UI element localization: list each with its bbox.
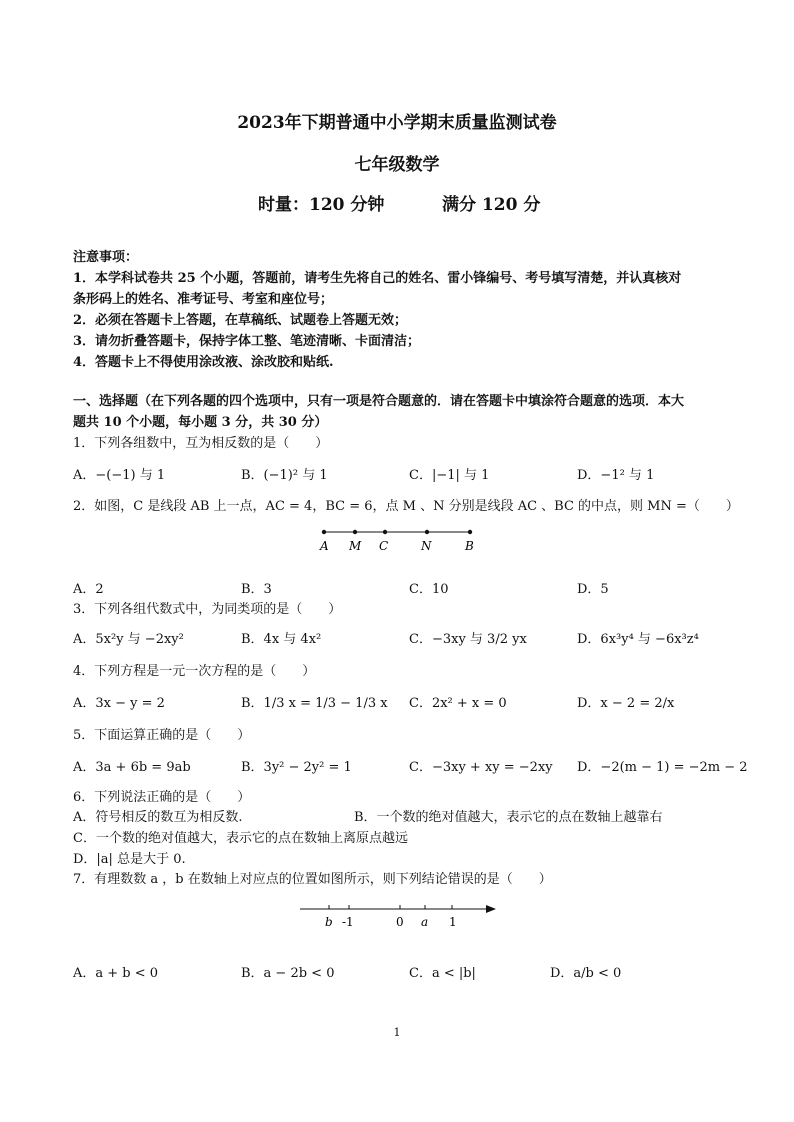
q1-option-a: A．−(−1) 与 1: [73, 468, 166, 483]
section-heading: 一、选择题（在下列各题的四个选项中，只有一项是符合题意的．请在答题卡中填涂符合题意的选项．本大: [73, 394, 685, 409]
exam-title: 2023年下期普通中小学期末质量监测试卷: [237, 113, 557, 133]
q4-stem: 4．下列方程是一元一次方程的是（ ）: [73, 664, 316, 679]
notice-item: 条形码上的姓名、准考证号、考室和座位号；: [73, 292, 334, 307]
q4-option-b: B．1/3 x = 1/3 − 1/3 x: [241, 696, 388, 711]
q5-option-a: A．3a + 6b = 9ab: [73, 760, 191, 775]
notice-item: 4．答题卡上不得使用涂改液、涂改胶和贴纸.: [73, 355, 334, 370]
notice-item: 1．本学科试卷共 25 个小题，答题前，请考生先将自己的姓名、雷小锋编号、考号填写清楚，并认真核对: [73, 271, 682, 286]
q7-label-0: 0: [396, 915, 404, 929]
score-info: 满分 120 分: [442, 195, 541, 215]
q7-option-b: B．a − 2b < 0: [241, 966, 335, 981]
q7-option-c: C．a < |b|: [409, 966, 476, 981]
q2-label-b: B: [465, 539, 474, 553]
q5-option-d: D．−2(m − 1) = −2m − 2: [577, 760, 748, 775]
q5-option-b: B．3y² − 2y² = 1: [241, 760, 352, 775]
q3-option-d: D．6x³y⁴ 与 −6x³z⁴: [577, 632, 699, 647]
page-number: 1: [393, 1026, 401, 1039]
q7-label-a: a: [421, 915, 429, 929]
q4-option-a: A．3x − y = 2: [73, 696, 165, 711]
notice-heading: 注意事项：: [73, 250, 139, 265]
q1-option-c: C．|−1| 与 1: [409, 468, 490, 483]
q3-option-b: B．4x 与 4x²: [241, 632, 322, 647]
q7-option-a: A．a + b < 0: [73, 966, 159, 981]
q2-option-d: D．5: [577, 582, 609, 597]
q6-option-d: D．|a| 总是大于 0.: [73, 852, 186, 867]
q4-option-c: C．2x² + x = 0: [409, 696, 507, 711]
q2-stem: 2．如图，C 是线段 AB 上一点，AC = 4，BC = 6，点 M 、N 分别是线段 AC 、BC 的中点，则 MN =（ ）: [73, 499, 739, 514]
q6-option-a: A．符号相反的数互为相反数.: [73, 810, 243, 825]
q2-option-c: C．10: [409, 582, 449, 597]
q4-option-d: D．x − 2 = 2/x: [577, 696, 675, 711]
q7-label-1: 1: [449, 915, 457, 929]
q1-stem: 1．下列各组数中，互为相反数的是（ ）: [73, 436, 329, 451]
q1-option-b: B．(−1)² 与 1: [241, 468, 328, 483]
q5-option-c: C．−3xy + xy = −2xy: [409, 760, 553, 775]
q7-label-neg1: -1: [342, 915, 354, 929]
q6-option-b: B．一个数的绝对值越大，表示它的点在数轴上越靠右: [354, 810, 663, 825]
q7-option-d: D．a/b < 0: [550, 966, 622, 981]
q2-label-a: A: [320, 539, 329, 553]
notice-item: 3．请勿折叠答题卡，保持字体工整、笔迹清晰、卡面清洁；: [73, 334, 421, 349]
q7-number-line-figure: [296, 900, 506, 934]
q2-label-n: N: [421, 539, 432, 553]
q6-option-c: C．一个数的绝对值越大，表示它的点在数轴上离原点越远: [73, 831, 408, 846]
q2-option-a: A．2: [73, 582, 104, 597]
q1-option-d: D．−1² 与 1: [577, 468, 655, 483]
notice-item: 2．必须在答题卡上答题，在草稿纸、试题卷上答题无效；: [73, 313, 408, 328]
q2-label-m: M: [349, 539, 362, 553]
q7-stem: 7．有理数数 a ，b 在数轴上对应点的位置如图所示，则下列结论错误的是（ ）: [73, 872, 552, 887]
time-info: 时量：120 分钟: [258, 195, 385, 215]
q3-option-a: A．5x²y 与 −2xy²: [73, 632, 184, 647]
q6-stem: 6．下列说法正确的是（ ）: [73, 790, 251, 805]
exam-subtitle: 七年级数学: [354, 155, 440, 175]
q2-label-c: C: [379, 539, 389, 553]
q7-label-b: b: [325, 915, 333, 929]
q3-option-c: C．−3xy 与 3/2 yx: [409, 632, 527, 647]
q5-stem: 5．下面运算正确的是（ ）: [73, 728, 251, 743]
q2-option-b: B．3: [241, 582, 272, 597]
q2-segment-figure: [300, 522, 500, 558]
q3-stem: 3．下列各组代数式中，为同类项的是（ ）: [73, 602, 342, 617]
section-heading-cont: 题共 10 个小题，每小题 3 分，共 30 分）: [73, 415, 328, 430]
